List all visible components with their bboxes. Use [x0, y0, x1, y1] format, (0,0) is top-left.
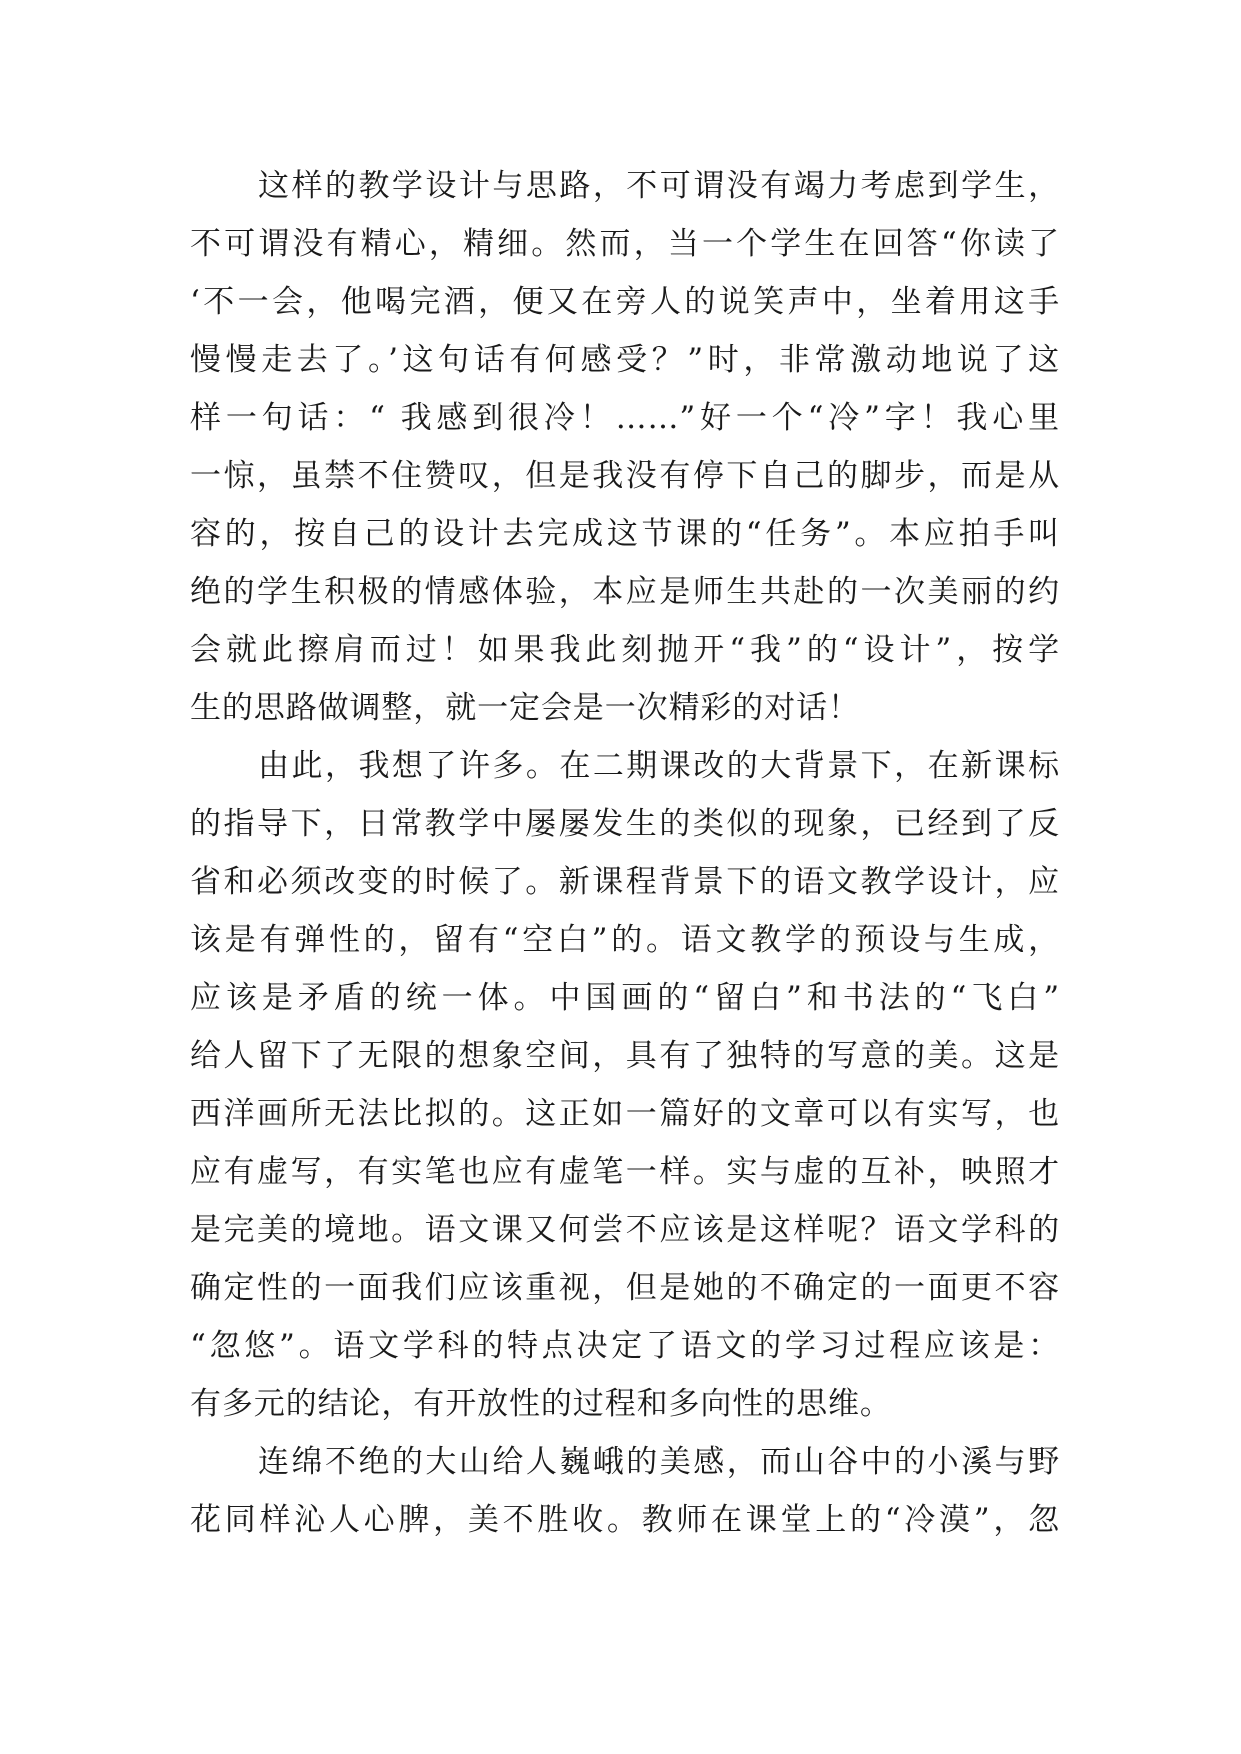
paragraph-line: 生的思路做调整，就一定会是一次精彩的对话！: [190, 690, 860, 726]
paragraph-line: 应该是矛盾的统一体。中国画的“留白”和书法的“飞白”: [190, 980, 1060, 1016]
document-body: [190, 157, 1060, 1549]
paragraph-line: 连绵不绝的大山给人巍峨的美感，而山谷中的小溪与野: [258, 1444, 1060, 1480]
paragraph-line: 一惊，虽禁不住赞叹，但是我没有停下自己的脚步，而是从: [190, 458, 1060, 494]
paragraph-line: 容的，按自己的设计去完成这节课的“任务”。本应拍手叫: [190, 516, 1060, 552]
paragraph-line: 不可谓没有精心，精细。然而，当一个学生在回答“你读了: [190, 226, 1060, 262]
paragraph-line: 会就此擦肩而过！如果我此刻抛开“我”的“设计”，按学: [190, 632, 1060, 668]
paragraph-line: 这样的教学设计与思路，不可谓没有竭力考虑到学生，: [258, 168, 1060, 204]
paragraph-line: 该是有弹性的，留有“空白”的。语文教学的预设与生成，: [190, 922, 1060, 958]
paragraph-line: 给人留下了无限的想象空间，具有了独特的写意的美。这是: [190, 1038, 1060, 1074]
paragraph-line: 省和必须改变的时候了。新课程背景下的语文教学设计，应: [190, 864, 1060, 900]
paragraph-line: 应有虚写，有实笔也应有虚笔一样。实与虚的互补，映照才: [190, 1154, 1060, 1190]
paragraph-line: 是完美的境地。语文课又何尝不应该是这样呢？语文学科的: [190, 1212, 1060, 1248]
paragraph-line: “忽悠”。语文学科的特点决定了语文的学习过程应该是：: [190, 1328, 1060, 1364]
paragraph-line: 绝的学生积极的情感体验，本应是师生共赴的一次美丽的约: [190, 574, 1060, 610]
paragraph-line: 西洋画所无法比拟的。这正如一篇好的文章可以有实写，也: [190, 1096, 1060, 1132]
paragraph-line: 有多元的结论，有开放性的过程和多向性的思维。: [190, 1386, 892, 1422]
paragraph-line: 样一句话：“ 我感到很冷！……”好一个“冷”字！我心里: [190, 400, 1060, 436]
paragraph-line: ‘不一会，他喝完酒，便又在旁人的说笑声中，坐着用这手: [190, 284, 1060, 320]
paragraph-line: 确定性的一面我们应该重视，但是她的不确定的一面更不容: [190, 1270, 1060, 1306]
paragraph-line: 花同样沁人心脾，美不胜收。教师在课堂上的“冷漠”，忽: [190, 1502, 1060, 1538]
paragraph-line: 慢慢走去了。’这句话有何感受？”时，非常激动地说了这: [190, 342, 1060, 378]
paragraph-line: 的指导下，日常教学中屡屡发生的类似的现象，已经到了反: [190, 806, 1060, 842]
paragraph-line: 由此，我想了许多。在二期课改的大背景下，在新课标: [258, 748, 1060, 784]
